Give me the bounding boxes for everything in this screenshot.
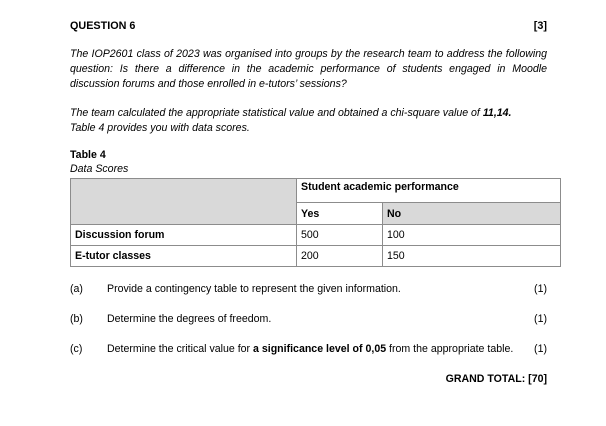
sub-question-text-end: from the appropriate table. — [386, 343, 514, 355]
table-reference-text: Table 4 provides you with data scores. — [70, 122, 250, 134]
sub-question-b — [70, 313, 547, 327]
table-label: Table 4 — [70, 149, 106, 161]
table-cell: 100 — [383, 225, 561, 246]
table-cell: 150 — [383, 246, 561, 267]
sub-question-text — [107, 343, 513, 355]
sub-question-label: (a) — [70, 283, 83, 295]
grand-total: GRAND TOTAL: [70] — [445, 373, 547, 385]
group-header-cell: Student academic performance — [297, 179, 561, 203]
chi-square-text: The team calculated the appropriate statistical value and obtained a chi-square value of — [70, 107, 483, 119]
sub-question-text: Determine the degrees of freedom. — [107, 313, 272, 325]
row-label: E-tutor classes — [71, 246, 297, 267]
significance-level-text: a significance level of 0,05 — [253, 343, 387, 355]
data-scores-table — [70, 178, 561, 267]
table-row — [71, 246, 561, 267]
table-row — [71, 225, 561, 246]
row-label: Discussion forum — [71, 225, 297, 246]
question-marks: [3] — [533, 20, 547, 32]
sub-question-label: (c) — [70, 343, 83, 355]
table-cell: 500 — [297, 225, 383, 246]
sub-question-label: (b) — [70, 313, 83, 325]
sub-question-marks: (1) — [534, 283, 547, 295]
table-cell: 200 — [297, 246, 383, 267]
table-corner-cell — [71, 179, 297, 225]
chi-square-value: 11,14. — [482, 107, 512, 119]
col-header-yes: Yes — [297, 203, 383, 225]
col-header-no: No — [383, 203, 561, 225]
question-paragraph: The IOP2601 class of 2023 was organised into groups by the research team to address the following question: Is there a difference in the academic performance of students engaged in Moodle discussion forums and those enrolled in e-tutors’ sessions? — [70, 48, 547, 90]
sub-question-text: Provide a contingency table to represent the given information. — [107, 283, 401, 295]
sub-question-text-start: Determine the critical value for — [107, 343, 254, 355]
sub-question-a — [70, 283, 547, 297]
question-header — [70, 20, 547, 34]
sub-question-marks: (1) — [534, 313, 547, 325]
sub-question-marks: (1) — [534, 343, 547, 355]
table-caption: Data Scores — [70, 163, 129, 175]
sub-question-c — [70, 343, 547, 357]
chi-square-paragraph — [70, 106, 547, 136]
question-title: QUESTION 6 — [70, 20, 136, 32]
